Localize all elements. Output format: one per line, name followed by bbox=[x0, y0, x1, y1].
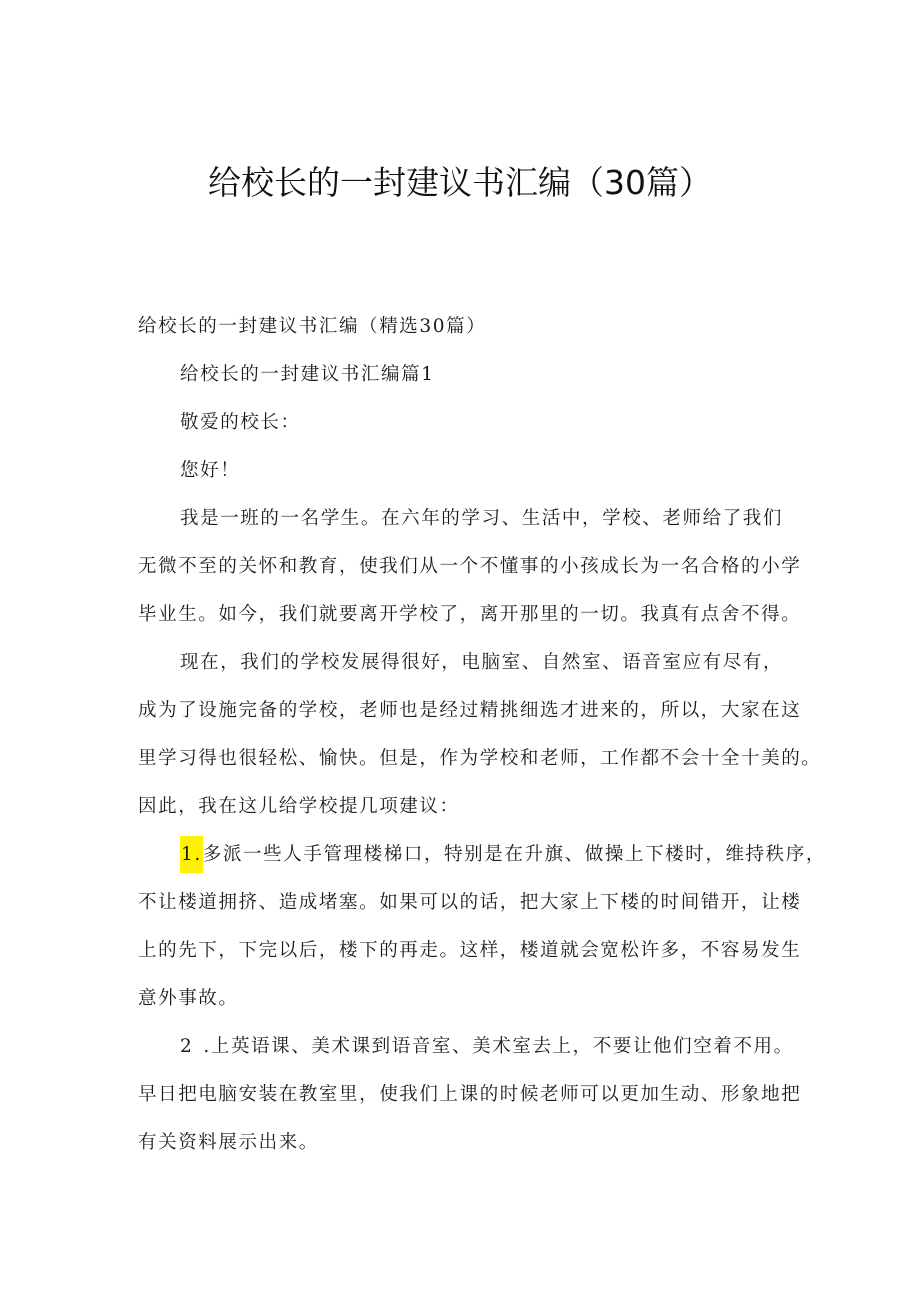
document-title: 给校长的一封建议书汇编（30篇） bbox=[208, 163, 712, 202]
item-1-number: 1. bbox=[180, 836, 203, 873]
greeting: 您好！ bbox=[180, 460, 241, 481]
paragraph-1-line-2: 无微不至的关怀和教育，使我们从一个不懂事的小孩成长为一名合格的小学 bbox=[138, 556, 802, 577]
item-2-text: .上英语课、美术课到语音室、美术室去上，不要让他们空着不用。 bbox=[203, 1036, 794, 1057]
salutation: 敬爱的校长： bbox=[180, 412, 301, 433]
paragraph-2-line-1: 现在，我们的学校发展得很好，电脑室、自然室、语音室应有尽有， bbox=[180, 652, 784, 673]
item-2-line-1 bbox=[180, 1034, 794, 1060]
item-2-line-3: 有关资料展示出来。 bbox=[138, 1132, 319, 1153]
paragraph-2-line-4: 因此，我在这儿给学校提几项建议： bbox=[138, 796, 460, 817]
item-1-line-1 bbox=[180, 842, 826, 868]
paragraph-1-line-1: 我是一班的一名学生。在六年的学习、生活中，学校、老师给了我们 bbox=[180, 508, 784, 529]
item-2-number: 2 bbox=[180, 1036, 194, 1057]
section-heading: 给校长的一封建议书汇编篇1 bbox=[180, 364, 435, 385]
item-1-line-2: 不让楼道拥挤、造成堵塞。如果可以的话，把大家上下楼的时间错开，让楼 bbox=[138, 892, 802, 913]
item-1-line-3: 上的先下，下完以后，楼下的再走。这样，楼道就会宽松许多，不容易发生 bbox=[138, 940, 802, 961]
paragraph-2-line-3: 里学习得也很轻松、愉快。但是，作为学校和老师，工作都不会十全十美的。 bbox=[138, 748, 822, 769]
paragraph-2-line-2: 成为了设施完备的学校，老师也是经过精挑细选才进来的，所以，大家在这 bbox=[138, 700, 802, 721]
document-subtitle: 给校长的一封建议书汇编（精选30篇） bbox=[138, 316, 487, 337]
paragraph-1-line-3: 毕业生。如今，我们就要离开学校了，离开那里的一切。我真有点舍不得。 bbox=[138, 604, 802, 625]
item-1-text: 多派一些人手管理楼梯口，特别是在升旗、做操上下楼时，维持秩序， bbox=[202, 844, 826, 865]
item-2-line-2: 早日把电脑安装在教室里，使我们上课的时候老师可以更加生动、形象地把 bbox=[138, 1084, 802, 1105]
item-1-line-4: 意外事故。 bbox=[138, 988, 239, 1009]
